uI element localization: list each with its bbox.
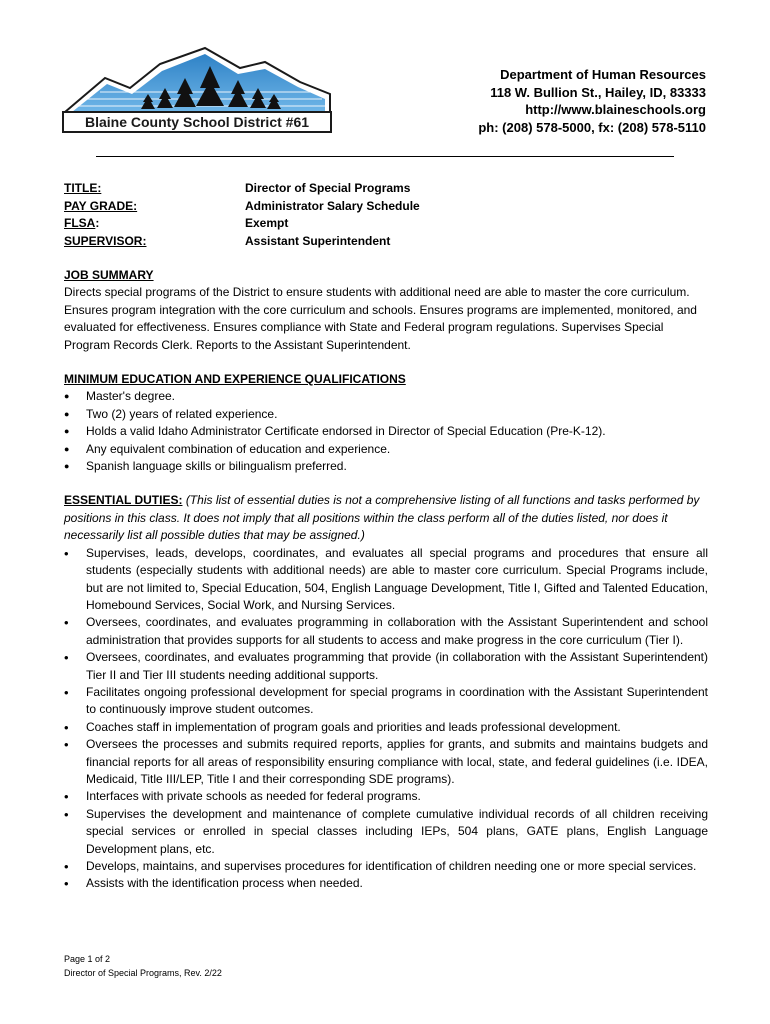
list-item: ● Two (2) years of related experience.	[64, 406, 708, 423]
list-item: • Interfaces with private schools as needed for federal programs.	[64, 788, 708, 805]
job-summary-text: Directs special programs of the District to ensure students with additional need are able to master the core curriculum. Ensures program integration with the core curriculum and schools. Ensures programs are implemented, monitored, and evaluated for effectiveness. Ensures compliance with State and Federal program regulations. Supervises Special Program Records Clerk. Reports to the Assistant Superintendent.	[64, 285, 697, 352]
list-item: • Oversees, coordinates, and evaluates programming that provide (in collaboration with the Assistant Superintendent) Tier II and Tier III students needing additional supports.	[64, 649, 708, 684]
info-value: Director of Special Programs	[245, 181, 411, 195]
district-logo	[60, 44, 335, 136]
logo-text: Blaine County School District #61	[84, 114, 310, 130]
duties-heading: ESSENTIAL DUTIES:	[64, 493, 183, 508]
department-website: http://www.blaineschools.org	[525, 102, 706, 117]
list-item: ● Any equivalent combination of education and experience.	[64, 441, 708, 458]
list-item: • Supervises, leads, develops, coordinates, and evaluates all special programs and procedures that ensure all students (especially students with additional needs) are able to master core curriculum. Special Programs include, but are not limited to, Special Education, 504, English Language Development, Title I, Gifted and Talented Education, Homebound Services, Social Work, and Nursing Services.	[64, 545, 708, 615]
info-label-wrap	[64, 215, 245, 233]
page-number: Page 1 of 2	[64, 954, 111, 964]
page-footer	[64, 952, 222, 980]
info-label-suffix: :	[95, 216, 100, 230]
info-value: Assistant Superintendent	[245, 233, 391, 248]
qualifications-list	[64, 388, 708, 475]
list-item: ● Holds a valid Idaho Administrator Certificate endorsed in Director of Special Education (Pre-K-12).	[64, 423, 708, 440]
list-item: • Assists with the identification process when needed.	[64, 875, 708, 892]
list-item: • Oversees the processes and submits required reports, applies for grants, and submits and maintains budgets and financial reports for all areas of responsibility ensuring compliance with local, state, and federal guidelines (i.e. IDEA, Medicaid, Title III/LEP, Title I and their corresponding SDE programs).	[64, 736, 708, 788]
list-item: • Coaches staff in implementation of program goals and priorities and leads professional development.	[64, 719, 708, 736]
duties-intro	[64, 492, 708, 544]
list-item: ● Spanish language skills or bilingualism preferred.	[64, 458, 708, 475]
list-item: • Supervises the development and maintenance of complete cumulative individual records of all children receiving special services or enrolled in special classes including IEPs, 504 plans, GATE plans, English Language Development plans, etc.	[64, 806, 708, 858]
info-value: Administrator Salary Schedule	[245, 198, 420, 213]
duties-list	[64, 545, 708, 893]
info-label: PAY GRADE:	[64, 198, 138, 213]
list-item: • Develops, maintains, and supervises procedures for identification of children needing one or more special services.	[64, 858, 708, 875]
document-revision: Director of Special Programs, Rev. 2/22	[64, 968, 222, 978]
info-label: SUPERVISOR:	[64, 233, 147, 248]
job-info	[64, 180, 420, 250]
document-body	[64, 267, 708, 893]
qualifications-heading: MINIMUM EDUCATION AND EXPERIENCE QUALIFICATIONS	[64, 372, 406, 387]
duties-disclaimer: (This list of essential duties is not a comprehensive listing of all functions and tasks performed by positions in this class. It does not imply that all positions within the class perform all of the duties listed, nor does it necessarily list all possible duties that may be assigned.)	[64, 493, 700, 543]
list-item: ● Master's degree.	[64, 388, 708, 405]
department-address: 118 W. Bullion St., Hailey, ID, 83333	[490, 84, 706, 100]
info-value: Exempt	[245, 216, 289, 230]
info-label: FLSA	[64, 216, 96, 230]
info-row-pay-grade	[64, 198, 420, 216]
header-divider	[96, 156, 674, 157]
department-name: Department of Human Resources	[500, 67, 706, 82]
job-summary-heading: JOB SUMMARY	[64, 268, 154, 282]
department-phone: ph: (208) 578-5000, fx: (208) 578-5110	[478, 119, 706, 135]
info-row-supervisor	[64, 233, 420, 251]
info-row-title	[64, 180, 420, 198]
list-item: • Oversees, coordinates, and evaluates programming in collaboration with the Assistant Superintendent and school administration that provides supports for all students to access and make progress in the core curriculum (Tier I).	[64, 614, 708, 649]
list-item: • Facilitates ongoing professional development for special programs in coordination with the Assistant Superintendent to continuously improve student outcomes.	[64, 684, 708, 719]
department-contact	[376, 66, 706, 136]
info-row-flsa	[64, 215, 420, 233]
info-label: TITLE:	[64, 181, 102, 195]
